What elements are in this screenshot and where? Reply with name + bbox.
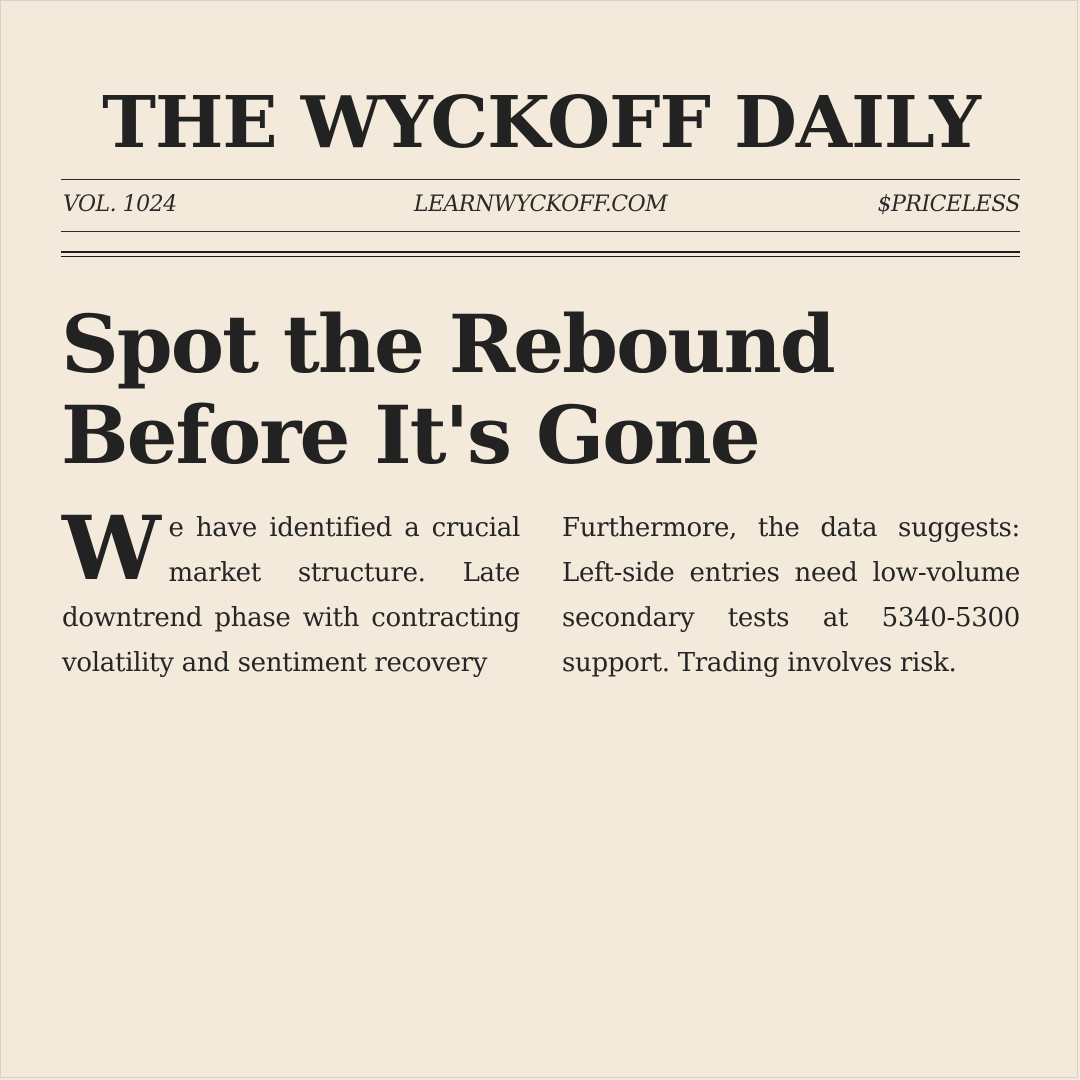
masthead-title: THE WYCKOFF DAILY xyxy=(102,80,980,164)
article-column-1 xyxy=(62,496,520,686)
article-headline xyxy=(61,299,1041,481)
masthead-top-rule xyxy=(61,179,1020,180)
masthead-bottom-rule xyxy=(61,231,1020,232)
headline-line-1: Spot the Rebound xyxy=(61,297,834,391)
headline-line-2: Before It's Gone xyxy=(61,388,759,482)
column-1-text: e have identified a crucial market structure. Late downtrend phase with contracting volatility and sentiment recovery xyxy=(62,513,520,678)
website-label: LEARNWYCKOFF.COM xyxy=(413,192,668,217)
article-columns xyxy=(62,496,1020,686)
masthead-meta-row xyxy=(61,189,1020,221)
column-2-text: Furthermore, the data suggests: Left-side entries need low-volume secondary tests at 5340-5300 support. Trading involves risk. xyxy=(562,513,1020,678)
article-column-2 xyxy=(562,506,1020,686)
price-label: $PRICELESS xyxy=(877,192,1020,217)
drop-cap: W xyxy=(62,496,161,600)
volume-label: VOL. 1024 xyxy=(63,192,177,217)
masthead-double-rule xyxy=(61,251,1020,257)
